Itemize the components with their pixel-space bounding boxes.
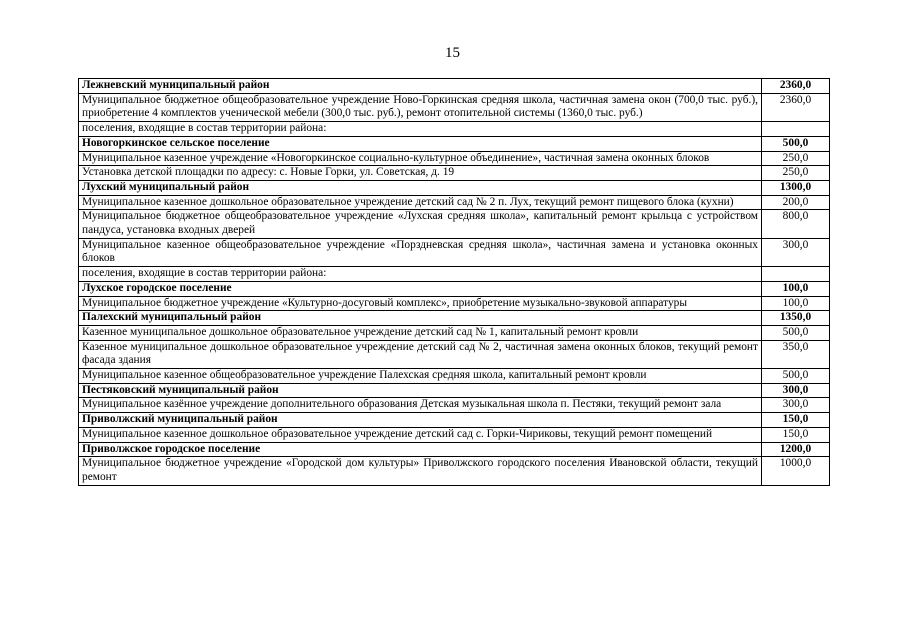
table-row [79,398,830,413]
item-description: Муниципальное бюджетное общеобразовательное учреждение Ново-Горкинская средняя школа, частичная замена окон (700,0 тыс. руб.), приобретение 4 комплектов ученической мебели (300,0 тыс. руб.), ремонт отопительной системы (1360,0 тыс. руб.) [79,93,762,121]
section-heading-row [79,281,830,296]
section-total: 150,0 [762,413,830,428]
item-description: Муниципальное казенное учреждение «Новогоркинское социально-культурное объединение», частичная замена оконных блоков [79,151,762,166]
page-number: 15 [445,45,460,61]
table-row [79,427,830,442]
item-description: Муниципальное казенное дошкольное образовательное учреждение детский сад с. Горки-Чириковы, текущий ремонт помещений [79,427,762,442]
item-description: Муниципальное бюджетное общеобразовательное учреждение «Лухская средняя школа», капитальный ремонт крыльца с устройством пандуса, установка входных дверей [79,210,762,238]
item-amount: 800,0 [762,210,830,238]
item-amount: 1000,0 [762,457,830,485]
section-title: Лухский муниципальный район [79,180,762,195]
item-description: Муниципальное бюджетное учреждение «Культурно-досуговый комплекс», приобретение музыкально-звуковой аппаратуры [79,296,762,311]
section-total: 100,0 [762,281,830,296]
section-total: 1350,0 [762,311,830,326]
section-heading-row [79,180,830,195]
item-description: Муниципальное казенное общеобразовательное учреждение Палехская средняя школа, капитальный ремонт кровли [79,369,762,384]
item-amount: 350,0 [762,340,830,368]
item-amount [762,122,830,137]
section-title: Лежневский муниципальный район [79,79,762,94]
item-amount: 250,0 [762,151,830,166]
section-title: Пестяковский муниципальный район [79,383,762,398]
item-amount: 2360,0 [762,93,830,121]
section-heading-row [79,136,830,151]
table-row [79,122,830,137]
item-amount: 200,0 [762,195,830,210]
funding-table-body [79,79,830,486]
section-heading-row [79,311,830,326]
section-total: 300,0 [762,383,830,398]
item-amount: 150,0 [762,427,830,442]
table-row [79,340,830,368]
section-title: Новогоркинское сельское поселение [79,136,762,151]
item-amount: 300,0 [762,398,830,413]
section-total: 1300,0 [762,180,830,195]
table-row [79,151,830,166]
funding-table [78,78,830,486]
item-amount: 500,0 [762,369,830,384]
item-description: Казенное муниципальное дошкольное образовательное учреждение детский сад № 2, частичная замена оконных блоков, текущий ремонт фасада здания [79,340,762,368]
section-title: Лухское городское поселение [79,281,762,296]
item-description: Муниципальное бюджетное учреждение «Городской дом культуры» Приволжского городского поселения Ивановской области, текущий ремонт [79,457,762,485]
item-description: Муниципальное казенное дошкольное образовательное учреждение детский сад № 2 п. Лух, текущий ремонт пищевого блока (кухни) [79,195,762,210]
section-title: Приволжское городское поселение [79,442,762,457]
table-row [79,457,830,485]
item-description: Установка детской площадки по адресу: с. Новые Горки, ул. Советская, д. 19 [79,166,762,181]
section-title: Приволжский муниципальный район [79,413,762,428]
item-amount: 300,0 [762,238,830,266]
section-heading-row [79,383,830,398]
item-amount: 250,0 [762,166,830,181]
section-total: 500,0 [762,136,830,151]
section-heading-row [79,442,830,457]
item-description: поселения, входящие в состав территории района: [79,267,762,282]
item-description: Казенное муниципальное дошкольное образовательное учреждение детский сад № 1, капитальный ремонт кровли [79,325,762,340]
table-row [79,93,830,121]
item-amount [762,267,830,282]
table-row [79,267,830,282]
item-description: Муниципальное казенное общеобразовательное учреждение «Порздневская средняя школа», частичная замена и установка оконных блоков [79,238,762,266]
section-heading-row [79,79,830,94]
section-total: 1200,0 [762,442,830,457]
table-row [79,238,830,266]
item-amount: 500,0 [762,325,830,340]
item-amount: 100,0 [762,296,830,311]
section-total: 2360,0 [762,79,830,94]
table-row [79,210,830,238]
table-row [79,325,830,340]
section-title: Палехский муниципальный район [79,311,762,326]
section-heading-row [79,413,830,428]
item-description: Муниципальное казённое учреждение дополнительного образования Детская музыкальная школа п. Пестяки, текущий ремонт зала [79,398,762,413]
table-row [79,296,830,311]
table-row [79,166,830,181]
table-row [79,195,830,210]
item-description: поселения, входящие в состав территории района: [79,122,762,137]
table-row [79,369,830,384]
